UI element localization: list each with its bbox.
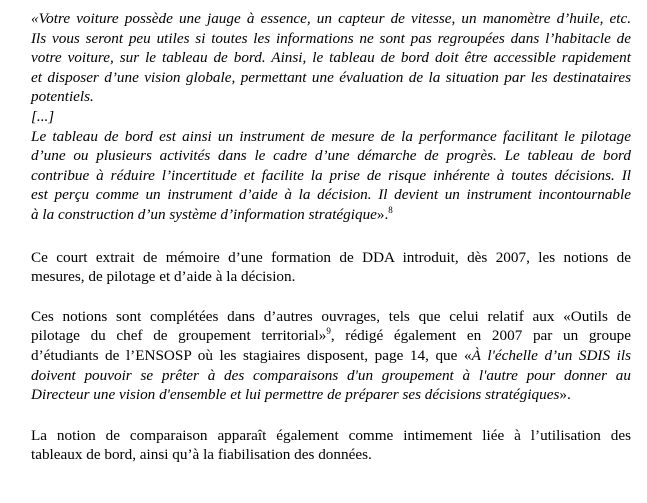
paragraph-line: La notion de comparaison apparaît également comme intimement liée à l’utilisation des <box>31 426 631 444</box>
citation-close: ». <box>559 386 571 404</box>
quote-close: ». <box>376 205 389 223</box>
quote-line: potentiels. <box>31 88 94 106</box>
quote-last-line <box>31 205 631 225</box>
citation-end: Directeur une vision d'ensemble et lui permettre de préparer ses décisions stratégiques <box>31 386 560 404</box>
quote-block <box>31 9 631 225</box>
quote-ellipsis: [...] <box>31 107 55 125</box>
citation-last-line <box>31 385 631 405</box>
footnote-ref-8[interactable]: 8 <box>388 204 393 215</box>
paragraph-4 <box>31 426 631 465</box>
quote-line: est perçu comme un instrument d’aide à la décision. Il devient un instrument incontournable <box>31 186 631 204</box>
paragraph-2 <box>31 248 631 287</box>
quote-line: contribue à réduire l’incertitude et facilite la prise de risque inhérente à toutes décisions. Il <box>31 166 631 184</box>
citation-line: doivent pouvoir se prêter à des comparaisons d'un groupement à l'autre pour donner au <box>31 366 631 384</box>
paragraph-line: tableaux de bord, ainsi qu’à la fiabilisation des données. <box>31 446 372 464</box>
paragraph-line-roman: d’étudiants de l’ENSOSP où les stagiaires disposent, page 14, que « <box>31 346 472 364</box>
quote-line: Le tableau de bord est ainsi un instrument de mesure de la performance facilitant le pilotage <box>31 127 631 145</box>
quote-line: et disposer d’une vision globale, permettant une évaluation de la situation par les destinataires <box>31 68 631 86</box>
quote-line: votre voiture, sur le tableau de bord. Ainsi, le tableau de bord doit être accessible rapidement <box>31 49 631 67</box>
paragraph-line: Ce court extrait de mémoire d’une formation de DDA introduit, dès 2007, les notions de <box>31 248 631 266</box>
paragraph-line <box>31 326 631 346</box>
paragraph-3 <box>31 307 631 405</box>
quote-line: Ils vous seront peu utiles si toutes les informations ne sont pas regroupées dans l’habitacle de <box>31 29 631 47</box>
quote-line: d’une ou plusieurs activités dans le cadre d’une démarche de progrès. Le tableau de bord <box>31 147 631 165</box>
paragraph-line: Ces notions sont complétées dans d’autres ouvrages, tels que celui relatif aux «Outils de <box>31 307 631 325</box>
paragraph-line <box>31 346 631 366</box>
quote-line: «Votre voiture possède une jauge à essence, un capteur de vitesse, un manomètre d’huile, etc. <box>31 10 631 27</box>
citation-start: À l'échelle d’un SDIS ils <box>471 346 631 364</box>
footnote-ref-9[interactable]: 9 <box>326 326 331 337</box>
ouvrage-title: pilotage du chef de groupement territorial» <box>31 327 327 345</box>
quote-last-line-text: à la construction d’un système d’information stratégique <box>31 205 377 223</box>
document-page <box>31 9 631 465</box>
paragraph-line-rest: , rédigé également en 2007 par un groupe <box>330 327 631 345</box>
paragraph-line: mesures, de pilotage et d’aide à la décision. <box>31 268 296 286</box>
